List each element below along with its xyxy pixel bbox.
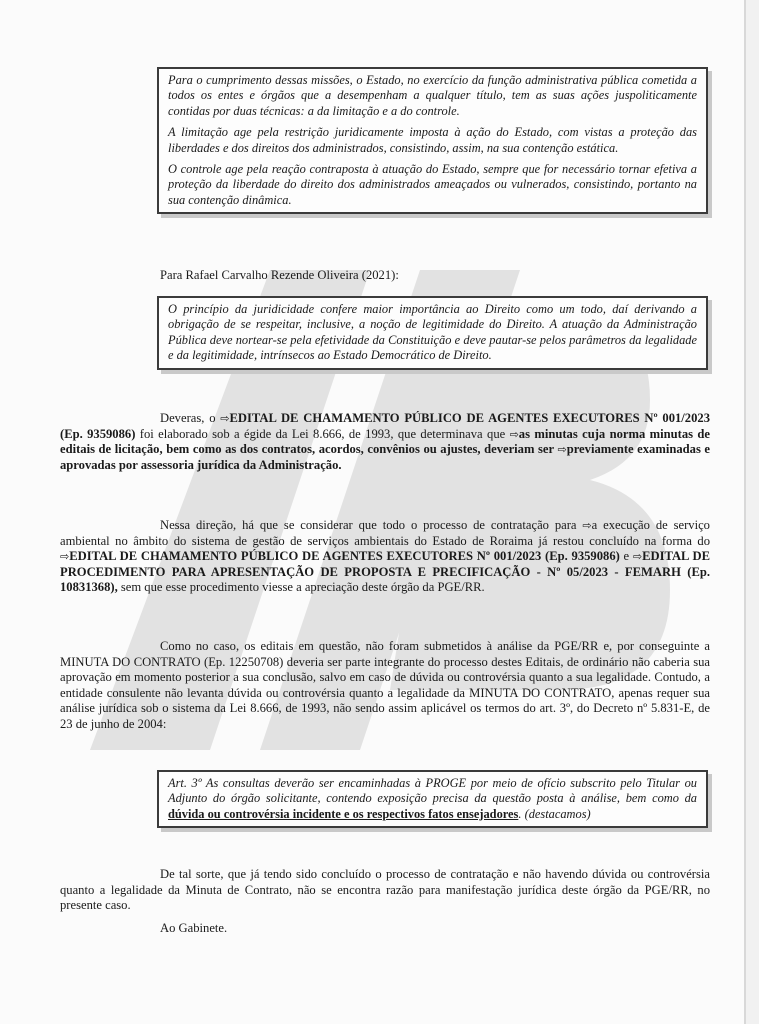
paragraph-2: Nessa direção, há que se considerar que todo o processo de contratação para ⇨a execução de serviço ambiental no âmbito do sistema de gestão de serviços ambientais do Estado de Roraima já restou concluído na forma do ⇨EDITAL DE CHAMAMENTO PÚBLICO DE AGENTES EXECUTORES Nº 001/2023 (Ep. 9359086) e ⇨EDITAL DE PROCEDIMENTO PARA APRESENTAÇÃO DE PROPOSTA E PRECIFICAÇÃO - Nº 05/2023 - FEMARH (Ep. 10831368), sem que esse procedimento viesse a apreciação deste órgão da PGE/RR. <box>60 518 710 595</box>
citation-paragraph: A limitação age pela restrição juridicamente imposta à ação do Estado, com vistas a proteção das liberdades e dos direitos dos administrados, consistindo, assim, na sua contenção estática. <box>168 125 697 155</box>
intro-text: Para Rafael Carvalho Rezende Oliveira (2021): <box>160 268 399 282</box>
closing-text: Ao Gabinete. <box>160 921 228 935</box>
citation-paragraph: O princípio da juridicidade confere maior importância ao Direito como um todo, daí derivando a obrigação de se respeitar, inclusive, a noção de legitimidade do Direito. A atuação da Administração Pública deve nortear-se pela efetividade da Constituição e deve pautar-se pelos parâmetros da legalidade e da legitimidade, intrínsecos ao Estado Democrático de Direito. <box>168 302 697 363</box>
citation-box-1 <box>157 67 708 214</box>
paragraph-3: Como no caso, os editais em questão, não foram submetidos à análise da PGE/RR e, por conseguinte a MINUTA DO CONTRATO (Ep. 12250708) deveria ser parte integrante do processo destes Editais, de ordinário não caberia sua aprovação em momento posterior a sua conclusão, salvo em caso de dúvida ou controvérsia quanto a sua legalidade. Contudo, a entidade consulente não levanta dúvida ou controvérsia quanto a legalidade da MINUTA DO CONTRATO, apenas requer sua análise jurídica sob o sistema da Lei 8.666, de 1993, não sendo assim aplicável os termos do art. 3º, do Decreto nº 5.831-E, de 23 de junho de 2004: <box>60 639 710 731</box>
citation-paragraph: Para o cumprimento dessas missões, o Estado, no exercício da função administrativa pública cometida a todos os entes e órgãos que a desempenham a qualquer título, tem as suas ações juspoliticamente contidas por duas técnicas: a da limitação e a do controle. <box>168 73 697 118</box>
arrow-icon: ⇨ <box>220 412 230 425</box>
arrow-icon: ⇨ <box>582 519 592 532</box>
paragraph-1: Deveras, o ⇨EDITAL DE CHAMAMENTO PÚBLICO DE AGENTES EXECUTORES Nº 001/2023 (Ep. 9359086) foi elaborado sob a égide da Lei 8.666, de 1993, que determinava que ⇨as minutas cuja norma minutas de editais de licitação, bem como as dos contratos, acordos, convênios ou ajustes, deveriam ser ⇨previamente examinadas e aprovadas por assessoria jurídica da Administração. <box>60 411 711 472</box>
citation-paragraph: Art. 3º As consultas deverão ser encaminhadas à PROGE por meio de ofício subscrito pelo Titular ou Adjunto do órgão solicitante, contendo exposição precisa da questão posta à análise, bem como da dúvida ou controvérsia incidente e os respectivos fatos ensejadores. (destacamos) <box>168 776 697 821</box>
arrow-icon: ⇨ <box>60 550 70 564</box>
citation-box-2 <box>157 296 708 370</box>
page-edge <box>744 0 759 1024</box>
highlighted-text: dúvida ou controvérsia incidente e os respectivos fatos ensejadores <box>168 806 519 821</box>
arrow-icon: ⇨ <box>557 443 567 457</box>
citation-paragraph: O controle age pela reação contraposta à atuação do Estado, sempre que for necessário tornar efetiva a proteção da liberdade do direito dos administrados ameaçados ou vulnerados, consistindo, portanto na sua contenção dinâmica. <box>168 162 697 207</box>
arrow-icon: ⇨ <box>632 550 643 564</box>
arrow-icon: ⇨ <box>509 427 519 441</box>
citation-box-3 <box>157 770 708 828</box>
paragraph-4: De tal sorte, que já tendo sido concluído o processo de contratação e não havendo dúvida ou controvérsia quanto a legalidade da Minuta de Contrato, não se encontra razão para manifestação jurídica deste órgão da PGE/RR, no presente caso. <box>60 867 710 913</box>
